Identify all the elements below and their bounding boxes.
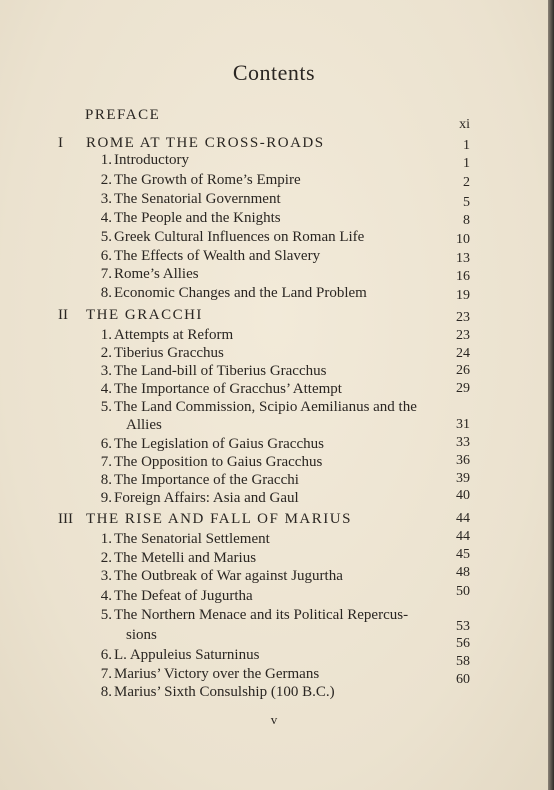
entry-page: 1 xyxy=(463,156,470,171)
preface-page: xi xyxy=(459,117,470,132)
entry-page: 10 xyxy=(456,232,470,247)
entry-number: 8. xyxy=(100,472,112,488)
entry-number: 2. xyxy=(100,172,112,188)
entry-page-row xyxy=(0,416,548,434)
toc-entry xyxy=(0,398,548,416)
part-page: 44 xyxy=(456,511,470,526)
part-title: ROME AT THE CROSS-ROADS xyxy=(86,135,325,151)
entry-title: The Northern Menace and its Political Repercus- xyxy=(114,607,409,623)
entry-page: 2 xyxy=(463,175,470,190)
part-page: 1 xyxy=(463,138,470,153)
entry-number: 6. xyxy=(100,647,112,663)
entry-title: Foreign Affairs: Asia and Gaul xyxy=(114,490,299,506)
entry-page-row xyxy=(0,470,548,488)
entry-page-row xyxy=(0,546,548,564)
entry-title-continuation: sions xyxy=(126,627,157,643)
entry-title: The Opposition to Gaius Gracchus xyxy=(114,454,323,470)
entry-title: Rome’s Allies xyxy=(114,266,199,282)
entry-title: L. Appuleius Saturninus xyxy=(114,647,260,663)
entry-page: 8 xyxy=(463,213,470,228)
entry-page: 19 xyxy=(456,288,470,303)
entry-page: 39 xyxy=(456,471,470,486)
entry-title: Economic Changes and the Land Problem xyxy=(114,285,367,301)
entry-title: Tiberius Gracchus xyxy=(114,345,224,361)
entry-title: Greek Cultural Influences on Roman Life xyxy=(114,229,365,245)
part-title: THE GRACCHI xyxy=(86,307,203,323)
entry-number: 2. xyxy=(100,550,112,566)
entry-page: 5 xyxy=(463,195,470,210)
entry-title: The Senatorial Settlement xyxy=(114,531,270,547)
entry-page: 60 xyxy=(456,672,470,687)
part-page-row xyxy=(0,309,548,327)
entry-page-row xyxy=(0,618,548,636)
page-edge-shadow xyxy=(548,0,554,790)
part-numeral: III xyxy=(58,511,73,527)
entry-title: Marius’ Sixth Consulship (100 B.C.) xyxy=(114,684,335,700)
entry-page-row xyxy=(0,380,548,398)
part-title: THE RISE AND FALL OF MARIUS xyxy=(86,511,352,527)
part-page-row xyxy=(0,510,548,528)
entry-page: 16 xyxy=(456,269,470,284)
entry-page: 23 xyxy=(456,328,470,343)
entry-page: 29 xyxy=(456,381,470,396)
entry-number: 7. xyxy=(100,666,112,682)
entry-number: 8. xyxy=(100,684,112,700)
entry-page: 26 xyxy=(456,363,470,378)
entry-page-row xyxy=(0,671,548,689)
entry-number: 4. xyxy=(100,210,112,226)
entry-page-row xyxy=(0,452,548,470)
entry-page: 56 xyxy=(456,636,470,651)
entry-title: The Effects of Wealth and Slavery xyxy=(114,248,321,264)
entry-number: 3. xyxy=(100,191,112,207)
entry-page: 13 xyxy=(456,251,470,266)
entry-page-row xyxy=(0,434,548,452)
entry-number: 5. xyxy=(100,607,112,623)
entry-page-row xyxy=(0,583,548,601)
entry-title: The Land-bill of Tiberius Gracchus xyxy=(114,363,327,379)
entry-page: 33 xyxy=(456,435,470,450)
entry-title: The Defeat of Jugurtha xyxy=(114,588,253,604)
entry-title: The Legislation of Gaius Gracchus xyxy=(114,436,324,452)
entry-number: 5. xyxy=(100,229,112,245)
entry-number: 4. xyxy=(100,381,112,397)
page-folio: v xyxy=(270,712,278,727)
entry-number: 8. xyxy=(100,285,112,301)
entry-number: 4. xyxy=(100,588,112,604)
entry-title: The Importance of the Gracchi xyxy=(114,472,299,488)
entry-page: 53 xyxy=(456,619,470,634)
entry-number: 7. xyxy=(100,454,112,470)
entry-number: 1. xyxy=(100,327,112,343)
entry-title: The Growth of Rome’s Empire xyxy=(114,172,301,188)
part-numeral: I xyxy=(58,135,63,151)
entry-title: The People and the Knights xyxy=(114,210,281,226)
entry-page-row xyxy=(0,327,548,345)
entry-number: 3. xyxy=(100,363,112,379)
entry-page: 45 xyxy=(456,547,470,562)
entry-title: Marius’ Victory over the Germans xyxy=(114,666,320,682)
entry-page-row xyxy=(0,564,548,582)
entry-title: Attempts at Reform xyxy=(114,327,234,343)
entry-page-row xyxy=(0,528,548,546)
entry-title-continuation: Allies xyxy=(126,417,162,433)
entry-page: 48 xyxy=(456,565,470,580)
entry-number: 6. xyxy=(100,436,112,452)
entry-page: 40 xyxy=(456,488,470,503)
entry-page-row xyxy=(0,653,548,671)
entry-number: 6. xyxy=(100,248,112,264)
entry-title: The Land Commission, Scipio Aemilianus and the xyxy=(114,399,417,415)
entry-page-row xyxy=(0,487,548,505)
entry-title: The Importance of Gracchus’ Attempt xyxy=(114,381,342,397)
entry-number: 7. xyxy=(100,266,112,282)
part-numeral: II xyxy=(58,307,68,323)
entry-title: Introductory xyxy=(114,152,189,168)
entry-page: 58 xyxy=(456,654,470,669)
preface-page-row xyxy=(0,116,548,134)
entry-number: 2. xyxy=(100,345,112,361)
entry-title: The Senatorial Government xyxy=(114,191,281,207)
entry-page: 36 xyxy=(456,453,470,468)
entry-page-row xyxy=(0,287,548,305)
entry-number: 1. xyxy=(100,152,112,168)
entry-page: 50 xyxy=(456,584,470,599)
entry-number: 5. xyxy=(100,399,112,415)
entry-title: The Outbreak of War against Jugurtha xyxy=(114,568,343,584)
entry-title: The Metelli and Marius xyxy=(114,550,257,566)
entry-page-row xyxy=(0,362,548,380)
entry-page: 44 xyxy=(456,529,470,544)
entry-page: 24 xyxy=(456,346,470,361)
entry-page-row xyxy=(0,635,548,653)
preface-label: PREFACE xyxy=(85,107,161,123)
part-page: 23 xyxy=(456,310,470,325)
entry-page-row xyxy=(0,345,548,363)
entry-number: 3. xyxy=(100,568,112,584)
entry-number: 1. xyxy=(100,531,112,547)
page-title: Contents xyxy=(232,60,316,85)
entry-number: 9. xyxy=(100,490,112,506)
entry-page: 31 xyxy=(456,417,470,432)
